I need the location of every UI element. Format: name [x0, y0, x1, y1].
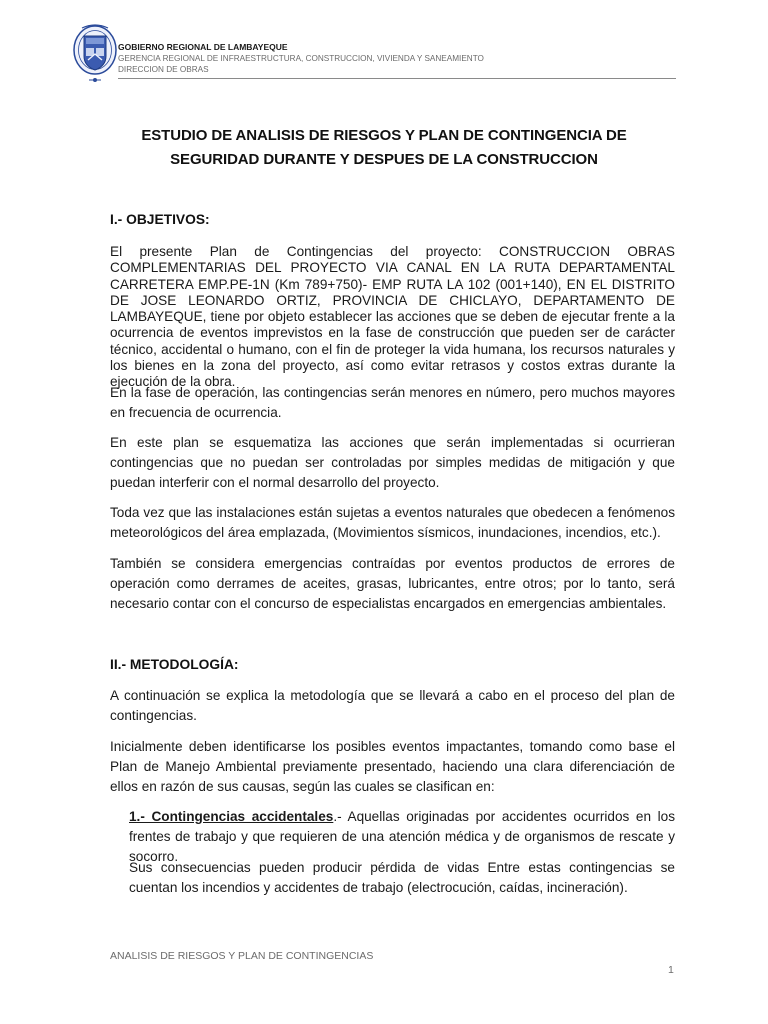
regional-seal-icon [72, 20, 118, 86]
item-1-label: 1.- Contingencias accidentales [129, 809, 334, 824]
letterhead [72, 16, 676, 80]
organization-name: GOBIERNO REGIONAL DE LAMBAYEQUE [118, 42, 288, 52]
title-line-2: SEGURIDAD DURANTE Y DESPUES DE LA CONSTRUCCION [170, 151, 598, 168]
document-title [110, 124, 658, 172]
section-heading-metodologia: II.- METODOLOGÍA: [110, 657, 239, 672]
paragraph-metodologia-1: A continuación se explica la metodología que se llevará a cabo en el proceso del plan de contingencias. [110, 688, 675, 723]
classification-item-1-followup: Sus consecuencias pueden producir pérdida de vidas Entre estas contingencias se cuentan los incendios y accidentes de trabajo (electrocución, caídas, incineración). [129, 860, 675, 895]
paragraph-metodologia-2: Inicialmente deben identificarse los posibles eventos impactantes, tomando como base el Plan de Manejo Ambiental previamente presentado, haciendo una clara diferenciación de ellos en razón de sus causas, según las cuales se clasifican en: [110, 739, 675, 794]
direccion-name: DIRECCION DE OBRAS [118, 65, 209, 74]
paragraph-objetivos-1: El presente Plan de Contingencias del proyecto: CONSTRUCCION OBRAS COMPLEMENTARIAS DEL PROYECTO VIA CANAL EN LA RUTA DEPARTAMENTAL CARRETERA EMP.PE-1N (Km 789+750)- EMP RUTA LA 102 (001+140), EN EL DISTRITO DE JOSE LEONARDO ORTIZ, PROVINCIA DE CHICLAYO, DEPARTAMENTO DE LAMBAYEQUE, tiene por objeto establecer las acciones que se deben de ejecutar frente a la ocurrencia de eventos imprevistos en la fase de construcción que pueden ser de carácter técnico, accidental o humano, con el fin de proteger la vida humana, los recursos naturales y los bienes en la zona del proyecto, así como evitar retrasos y costos extras durante la ejecución de la obra. [110, 244, 675, 390]
paragraph-objetivos-5: También se considera emergencias contraídas por eventos productos de errores de operación como derrames de aceites, grasas, lubricantes, entre otros; por lo tanto, será necesario contar con el concurso de especialistas encargados en emergencias ambientales. [110, 556, 675, 611]
item-1-text: .- Aquellas originadas por accidentes ocurridos en los frentes de trabajo y que requieren de una atención médica y de organismos de rescate y socorro. [129, 809, 676, 864]
paragraph-objetivos-3: En este plan se esquematiza las acciones que serán implementadas si ocurrieran contingencias que no puedan ser controladas por simples medidas de mitigación y que puedan interferir con el normal desarrollo del proyecto. [110, 435, 675, 490]
page-number: 1 [668, 964, 674, 976]
section-heading-objetivos: I.- OBJETIVOS: [110, 212, 210, 227]
header-divider [118, 78, 676, 79]
paragraph-objetivos-4: Toda vez que las instalaciones están sujetas a eventos naturales que obedecen a fenómenos meteorológicos del área emplazada, (Movimientos sísmicos, inundaciones, incendios, etc.). [110, 505, 675, 540]
letterhead-text [118, 42, 484, 75]
title-line-1: ESTUDIO DE ANALISIS DE RIESGOS Y PLAN DE CONTINGENCIA DE [141, 127, 627, 144]
gerencia-name: GERENCIA REGIONAL DE INFRAESTRUCTURA, CONSTRUCCION, VIVIENDA Y SANEAMIENTO [118, 54, 484, 63]
paragraph-objetivos-2: En la fase de operación, las contingencias serán menores en número, pero muchos mayores en frecuencia de ocurrencia. [110, 385, 675, 420]
footer-label: ANALISIS DE RIESGOS Y PLAN DE CONTINGENCIAS [110, 950, 374, 962]
